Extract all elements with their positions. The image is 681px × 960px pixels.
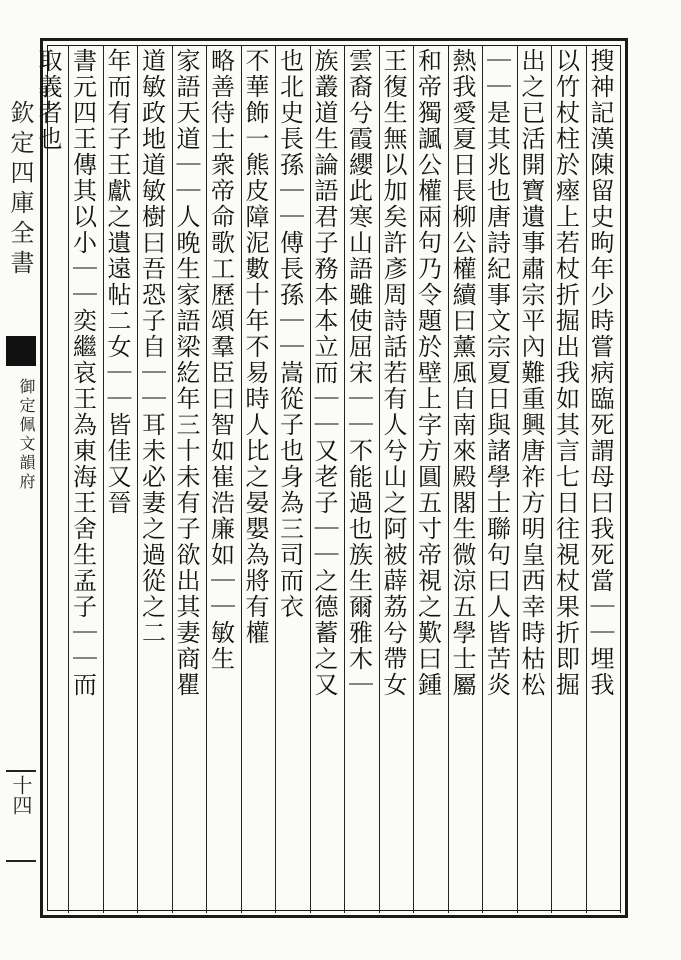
text-column: 年而有子王獻之遺遠帖二女｜｜皆佳又晉 (103, 48, 131, 516)
column-rule (310, 45, 311, 913)
column-rule (413, 45, 414, 913)
column-rule (448, 45, 449, 913)
text-column: 出之已活開寶遺事肅宗平內難重興唐祚方明皇西幸時枯松 (517, 48, 545, 698)
column-rule (517, 45, 518, 913)
column-rule (482, 45, 483, 913)
text-column: 王復生無以加矣許彥周詩話若有人兮山之阿被薜荔兮帶女 (379, 48, 407, 698)
column-rule (172, 45, 173, 913)
text-column: 不華飾一熊皮障泥數十年不易時人比之晏嬰為將有權 (241, 48, 269, 646)
column-rule (586, 45, 587, 913)
column-rule (137, 45, 138, 913)
text-column: 道敏政地道敏樹曰吾恐子自｜｜耳未必妻之過從之二 (137, 48, 166, 646)
text-column: 以竹杖柱於瘞上若杖折掘出我如其言七日往視杖果折即掘 (551, 48, 580, 698)
text-column: 也北史長孫｜｜傅長孫｜｜嵩從子也身為三司而衣 (275, 48, 304, 620)
text-column: ｜｜是其兆也唐詩紀事文宗夏日與諸學士聯句曰人皆苦炎 (482, 48, 511, 698)
text-column: 略善待士衆帝命歌工歷頌羣臣曰智如崔浩廉如｜｜敏生 (206, 48, 235, 672)
page-number: 十四 (9, 775, 33, 815)
text-column: 家語天道｜｜人晚生家語梁紇年三十未有子欲出其妻商瞿 (172, 48, 200, 698)
book-title: 欽定四庫全書 (6, 100, 34, 280)
column-rule (206, 45, 207, 913)
section-title: 御定佩文韻府 (17, 378, 36, 492)
text-column: 熱我愛夏日長柳公權續曰薰風自南來殿閣生微涼五學士屬 (448, 48, 476, 698)
column-rule (275, 45, 276, 913)
text-column: 搜神記漢陳留史昫年少時嘗病臨死謂母曰我死當｜｜埋我 (586, 48, 614, 698)
text-column: 書元四王傳其以小｜｜奕繼哀王為東海王舍生孟子｜｜而 (68, 48, 97, 698)
column-rule (68, 45, 69, 913)
column-rule (379, 45, 380, 913)
text-column: 取義者也 (34, 48, 62, 152)
column-rule (551, 45, 552, 913)
text-column: 族叢道生論語君子務本本立而｜｜又老子｜｜之德蓄之又 (310, 48, 338, 698)
column-rule (103, 45, 104, 913)
text-column: 雲裔兮霞纓此寒山語雖使屈宋｜｜不能過也族生爾雅木｜ (344, 48, 373, 698)
column-rule (241, 45, 242, 913)
column-rule (344, 45, 345, 913)
text-column: 和帝獨諷公權兩句乃令題於壁上字方圓五寸帝視之歎曰鍾 (413, 48, 442, 698)
column-rule (620, 45, 621, 913)
